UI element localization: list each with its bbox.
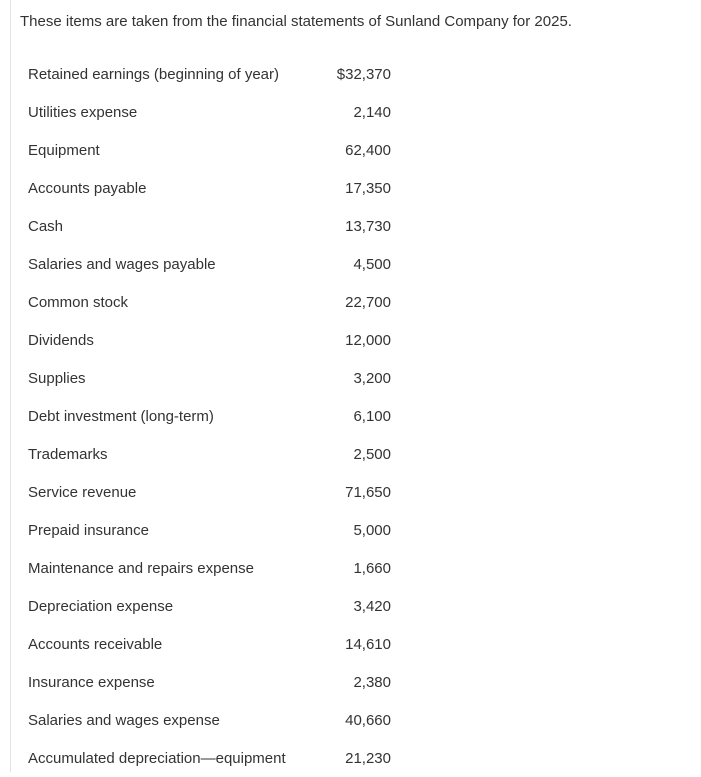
- item-amount: 14,610: [345, 635, 391, 653]
- item-label: Common stock: [28, 293, 129, 311]
- item-label: Cash: [28, 217, 64, 235]
- item-row: [20, 93, 410, 131]
- item-amount: 62,400: [345, 141, 391, 159]
- item-label: Utilities expense: [28, 103, 138, 121]
- item-row: [20, 207, 410, 245]
- item-amount: 6,100: [353, 407, 391, 425]
- item-amount: 21,230: [345, 749, 391, 767]
- item-row: [20, 283, 410, 321]
- item-row: [20, 701, 410, 739]
- item-row: [20, 359, 410, 397]
- item-label: Trademarks: [28, 445, 108, 463]
- item-label: Equipment: [28, 141, 100, 159]
- item-row: [20, 739, 410, 777]
- item-amount: 5,000: [353, 521, 391, 539]
- item-amount: 3,420: [353, 597, 391, 615]
- item-label: Service revenue: [28, 483, 137, 501]
- item-label: Salaries and wages expense: [28, 711, 220, 729]
- item-row: [20, 511, 410, 549]
- item-amount: 13,730: [345, 217, 391, 235]
- item-label: Depreciation expense: [28, 597, 174, 615]
- item-label: Prepaid insurance: [28, 521, 149, 539]
- item-label: Retained earnings (beginning of year): [28, 65, 279, 83]
- item-amount: 40,660: [345, 711, 391, 729]
- item-amount: 2,380: [353, 673, 391, 691]
- item-row: [20, 549, 410, 587]
- item-amount: 17,350: [345, 179, 391, 197]
- item-amount: $32,370: [336, 65, 391, 83]
- item-label: Debt investment (long-term): [28, 407, 214, 425]
- item-label: Insurance expense: [28, 673, 155, 691]
- item-label: Maintenance and repairs expense: [28, 559, 254, 577]
- item-amount: 1,660: [353, 559, 391, 577]
- item-row: [20, 435, 410, 473]
- item-row: [20, 55, 410, 93]
- item-row: [20, 321, 410, 359]
- item-label: Dividends: [28, 331, 94, 349]
- item-row: [20, 625, 410, 663]
- item-amount: 4,500: [353, 255, 391, 273]
- item-row: [20, 397, 410, 435]
- item-row: [20, 169, 410, 207]
- item-row: [20, 587, 410, 625]
- item-amount: 2,140: [353, 103, 391, 121]
- item-label: Accumulated depreciation—equipment: [28, 749, 286, 767]
- item-amount: 2,500: [353, 445, 391, 463]
- item-amount: 22,700: [345, 293, 391, 311]
- item-label: Accounts receivable: [28, 635, 163, 653]
- financial-items-table: [20, 55, 410, 777]
- item-row: [20, 663, 410, 701]
- item-label: Accounts payable: [28, 179, 147, 197]
- item-amount: 71,650: [345, 483, 391, 501]
- item-amount: 3,200: [353, 369, 391, 387]
- intro-text: These items are taken from the financial statements of Sunland Company for 2025.: [20, 13, 572, 30]
- item-row: [20, 473, 410, 511]
- item-label: Salaries and wages payable: [28, 255, 216, 273]
- item-row: [20, 131, 410, 169]
- items-table-body: [20, 55, 410, 777]
- item-amount: 12,000: [345, 331, 391, 349]
- item-label: Supplies: [28, 369, 86, 387]
- item-row: [20, 245, 410, 283]
- left-border-line: [10, 0, 11, 772]
